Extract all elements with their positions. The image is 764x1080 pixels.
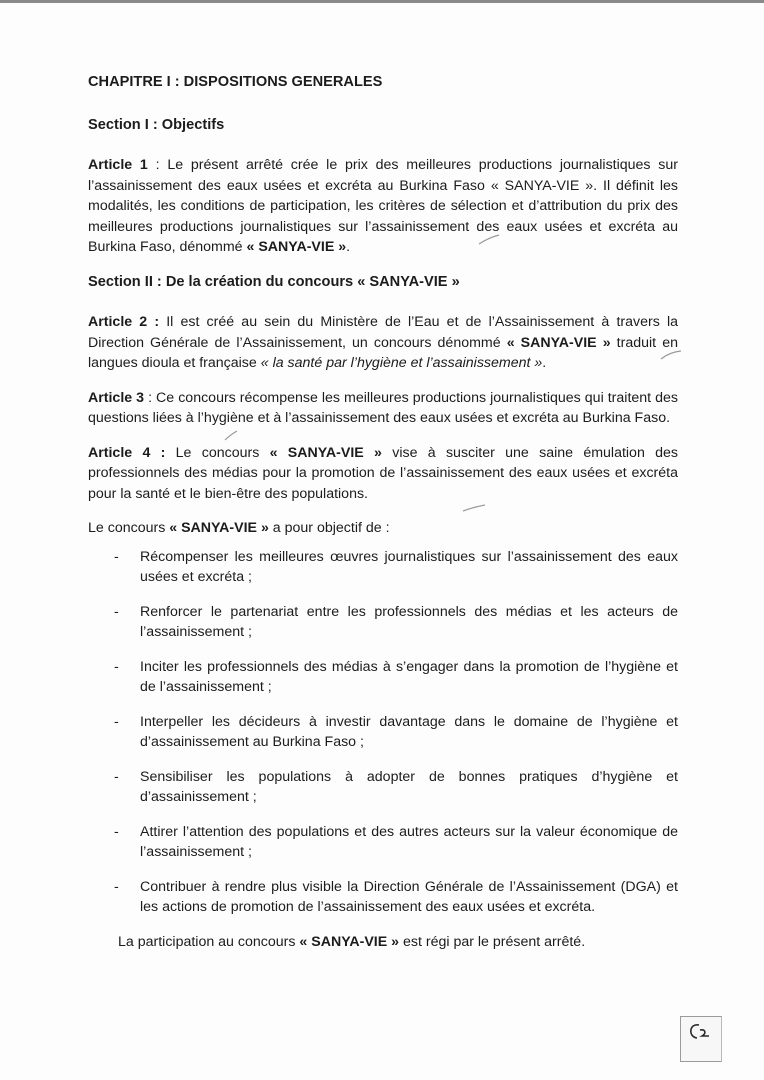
chapter-title: CHAPITRE I : DISPOSITIONS GENERALES [88, 74, 383, 90]
list-item-text: Sensibiliser les populations à adopter de bonnes pratiques d’hygiène et d’assainissement ; [140, 768, 678, 805]
closing-sentence [88, 932, 678, 953]
article-1-label: Article 1 [88, 157, 148, 173]
article-2-label: Article 2 : [88, 314, 160, 330]
list-item-text: Interpeller les décideurs à investir davantage dans le domaine de l’hygiène et d’assainissement au Burkina Faso ; [140, 713, 678, 750]
list-item [88, 712, 678, 753]
list-item [88, 767, 678, 808]
article-3 [88, 388, 678, 429]
list-dash: - [114, 603, 119, 620]
list-item-text: Contribuer à rendre plus visible la Direction Générale de l’Assainissement (DGA) et les actions de promotion de l’assainissement des eaux usées et excréta. [140, 878, 678, 915]
list-item-text: Inciter les professionnels des médias à s’engager dans la promotion de l’hygiène et de l’assainissement ; [140, 658, 678, 695]
initials-box [680, 1016, 722, 1062]
closing-text-a: La participation au concours [118, 933, 300, 950]
article-3-text: : Ce concours récompense les meilleures productions journalistiques qui traitent des questions liées à l’hygiène et à l’assainissement des eaux usées et excréta au Burkina Faso. [88, 389, 678, 426]
closing-text-b: est régi par le présent arrêté. [399, 933, 586, 950]
article-2-contest-name: « SANYA-VIE » [506, 334, 611, 351]
article-1-separator: : [147, 157, 168, 173]
article-2-text-a: Il est créé au sein du Ministère de l’Eau et de l’Assainissement à travers la Direction Générale de l’Assainissement, un concours dénommé [88, 314, 678, 351]
list-item-text: Attirer l’attention des populations et des autres acteurs sur la valeur économique de l’assainissement ; [140, 823, 678, 860]
pen-check-mark-icon [478, 234, 500, 246]
article-3-label: Article 3 [88, 389, 145, 406]
pen-check-mark-icon [660, 349, 682, 361]
list-dash: - [114, 713, 119, 730]
scan-top-edge [0, 0, 764, 3]
list-item [88, 877, 678, 918]
article-1-text: Le présent arrêté crée le prix des meilleures productions journalistiques sur l’assainissement des eaux usées et excréta au Burkina Faso « SANYA-VIE ». Il définit les modalités, les conditions de participation, les critères de sélection et d’attribution du prix des meilleures productions journalistiques sur l’assainissement des eaux usées et excréta au Burkina Faso, dénommé [88, 157, 678, 255]
list-dash: - [114, 823, 119, 840]
objectives-intro-contest-name: « SANYA-VIE » [169, 520, 269, 536]
document-body [88, 72, 678, 966]
list-item [88, 657, 678, 698]
list-dash: - [114, 548, 119, 565]
article-4-text-b: vise à susciter une saine émulation des professionnels des médias pour la promotion de l’assainissement des eaux usées et excréta pour la santé et le bien-être des populations. [88, 444, 679, 502]
objectives-intro-text-b: a pour objectif de : [268, 520, 390, 536]
list-dash: - [114, 878, 119, 895]
article-4-text-a: Le concours [165, 444, 270, 461]
section-2-title: Section II : De la création du concours « SANYA-VIE » [88, 273, 460, 290]
objectives-intro-text-a: Le concours [88, 520, 170, 536]
article-2-text-b: traduit en langues dioula et française [88, 334, 678, 371]
article-4-contest-name: « SANYA-VIE » [269, 444, 382, 461]
pen-check-mark-icon [462, 503, 486, 513]
list-item [88, 822, 678, 863]
article-1 [88, 155, 678, 258]
article-2-end: . [542, 355, 547, 371]
pen-check-mark-icon [224, 430, 238, 442]
section-1-title: Section I : Objectifs [88, 116, 225, 133]
list-dash: - [114, 768, 119, 785]
list-dash: - [114, 658, 119, 675]
article-1-contest-name: « SANYA-VIE » [246, 239, 347, 255]
list-item-text: Renforcer le partenariat entre les professionnels des médias et les acteurs de l’assainissement ; [140, 603, 678, 640]
list-item [88, 547, 678, 588]
article-4-label: Article 4 : [88, 444, 166, 461]
objectives-list [88, 547, 678, 918]
article-2 [88, 312, 678, 374]
handwritten-initials-icon [685, 1021, 715, 1045]
list-item-text: Récompenser les meilleures œuvres journalistiques sur l’assainissement des eaux usées et excréta ; [140, 548, 678, 585]
article-4 [88, 443, 678, 505]
article-2-translation: « la santé par l’hygiène et l’assainissement » [260, 355, 543, 371]
article-1-end: . [346, 239, 351, 255]
list-item [88, 602, 678, 643]
objectives-intro [88, 518, 678, 539]
closing-contest-name: « SANYA-VIE » [299, 933, 400, 950]
